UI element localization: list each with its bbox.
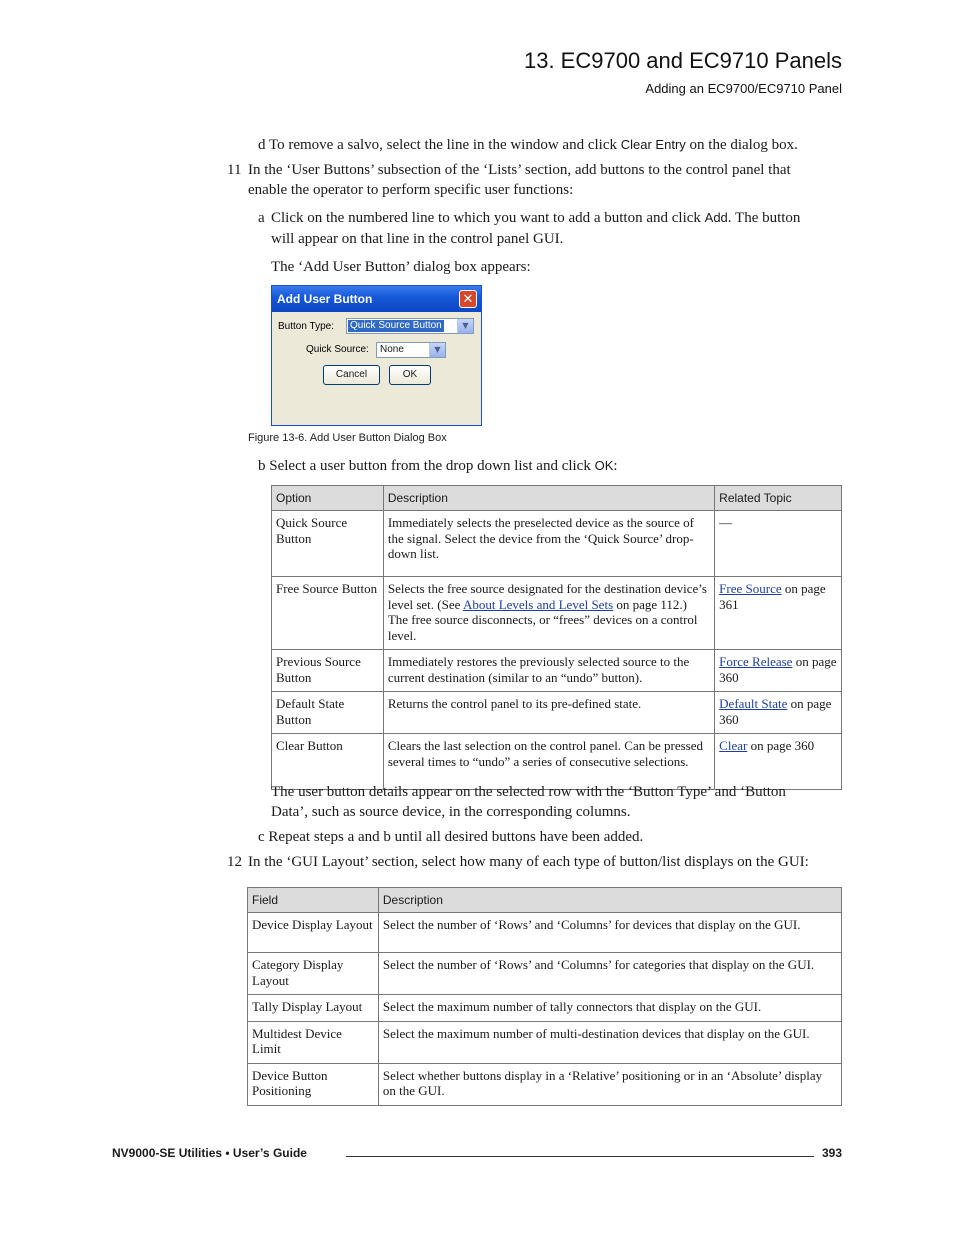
field-cell: Tally Display Layout [248, 995, 379, 1022]
section-title: Adding an EC9700/EC9710 Panel [645, 81, 842, 96]
button-type-select[interactable] [346, 318, 474, 334]
column-header: Field [248, 888, 379, 913]
option-cell: Previous Source Button [272, 650, 384, 692]
description-cell: Immediately selects the preselected device as the source of the signal. Select the device from the ‘Quick Source’ drop-down list. [383, 511, 714, 577]
related-topic-cell: Force Release on page 360 [715, 650, 842, 692]
figure-caption: Figure 13-6. Add User Button Dialog Box [248, 432, 447, 444]
ok-button[interactable]: OK [389, 365, 431, 385]
step-a-marker: a [258, 210, 265, 226]
add-user-button-dialog [271, 285, 482, 426]
dialog-title: Add User Button [277, 292, 373, 306]
column-header: Description [383, 486, 714, 511]
option-cell: Free Source Button [272, 577, 384, 650]
step-12-text: In the ‘GUI Layout’ section, select how many of each type of button/list displays on the GUI: [248, 854, 809, 870]
description-cell: Select the maximum number of tally connectors that display on the GUI. [378, 995, 841, 1022]
step-11-line1: In the ‘User Buttons’ subsection of the ‘Lists’ section, add buttons to the control panel that [248, 162, 791, 178]
field-cell: Device Display Layout [248, 913, 379, 953]
step-11-marker: 11 [227, 162, 242, 178]
page-number: 393 [821, 1146, 842, 1160]
table-header-row [272, 486, 842, 511]
step-11-line2: enable the operator to perform specific user functions: [248, 182, 574, 198]
cancel-button[interactable]: Cancel [323, 365, 380, 385]
option-cell: Quick Source Button [272, 511, 384, 577]
description-cell: Immediately restores the previously selected source to the current destination (similar to an “undo” button). [383, 650, 714, 692]
close-icon[interactable]: ✕ [459, 290, 477, 308]
option-cell: Default State Button [272, 692, 384, 734]
quick-source-value: None [380, 344, 404, 355]
dialog-title-bar [272, 286, 481, 312]
option-cell: Clear Button [272, 734, 384, 790]
description-cell: Select the number of ‘Rows’ and ‘Columns’ for devices that display on the GUI. [378, 913, 841, 953]
dialog-appears-text: The ‘Add User Button’ dialog box appears: [271, 259, 531, 275]
step-c: c Repeat steps a and b until all desired buttons have been added. [258, 829, 644, 845]
footer-title: NV9000-SE Utilities • User’s Guide [112, 1146, 307, 1160]
default-state-link[interactable]: Default State [719, 696, 788, 711]
table-row [248, 995, 842, 1022]
table-row [248, 953, 842, 995]
after-table-line2: Data’, such as source device, in the corresponding columns. [271, 804, 631, 820]
description-cell: Selects the free source designated for the destination device’s level set. (See About Levels and Level Sets on page 112.) The free source disconnects, or “frees” devices on a control level. [383, 577, 714, 650]
column-header: Description [378, 888, 841, 913]
ui-term-ok: OK [594, 458, 614, 473]
table-header-row [248, 888, 842, 913]
about-levels-link[interactable]: About Levels and Level Sets [462, 596, 614, 612]
chevron-down-icon[interactable]: ▼ [457, 319, 473, 333]
button-type-value: Quick Source Button [350, 320, 442, 331]
field-cell: Device Button Positioning [248, 1063, 379, 1105]
related-topic-cell: — [715, 511, 842, 577]
description-cell: Clears the last selection on the control panel. Can be pressed several times to “undo” a series of consecutive selections. [383, 734, 714, 790]
after-table-line1: The user button details appear on the selected row with the ‘Button Type’ and ‘Button [271, 784, 786, 800]
step-a-line1: Click on the numbered line to which you want to add a button and click Add. The button [271, 210, 801, 226]
table-row [272, 692, 842, 734]
related-topic-cell: Clear on page 360 [715, 734, 842, 790]
ui-term-clear-entry: Clear Entry [620, 137, 686, 152]
step-a-line2: will appear on that line in the control panel GUI. [271, 231, 564, 247]
quick-source-label: Quick Source: [306, 344, 369, 355]
column-header: Related Topic [715, 486, 842, 511]
table-row [272, 577, 842, 650]
column-header: Option [272, 486, 384, 511]
table-row [248, 1021, 842, 1063]
related-topic-cell: Default State on page 360 [715, 692, 842, 734]
free-source-link[interactable]: Free Source [719, 581, 782, 596]
ui-term-add: Add [704, 210, 728, 225]
description-cell: Select whether buttons display in a ‘Relative’ positioning or in an ‘Absolute’ display on the GUI. [378, 1063, 841, 1105]
related-topic-cell: Free Source on page 361 [715, 577, 842, 650]
table-row [248, 1063, 842, 1105]
table-row [272, 511, 842, 577]
step-12-marker: 12 [227, 854, 242, 870]
footer-divider [346, 1156, 814, 1157]
field-cell: Category Display Layout [248, 953, 379, 995]
description-cell: Select the number of ‘Rows’ and ‘Columns’ for categories that display on the GUI. [378, 953, 841, 995]
description-cell: Returns the control panel to its pre-defined state. [383, 692, 714, 734]
button-type-label: Button Type: [278, 321, 334, 332]
chevron-down-icon[interactable]: ▼ [429, 343, 445, 357]
quick-source-select[interactable] [376, 342, 446, 358]
description-cell: Select the maximum number of multi-destination devices that display on the GUI. [378, 1021, 841, 1063]
force-release-link[interactable]: Force Release [719, 654, 793, 669]
field-cell: Multidest Device Limit [248, 1021, 379, 1063]
gui-layout-table [247, 887, 842, 1106]
clear-link[interactable]: Clear [719, 738, 748, 753]
user-button-options-table [271, 485, 842, 790]
step-b: b Select a user button from the drop down list and click OK: [258, 458, 618, 474]
chapter-title: 13. EC9700 and EC9710 Panels [523, 48, 842, 73]
table-row [248, 913, 842, 953]
step-d: d To remove a salvo, select the line in the window and click Clear Entry on the dialog box. [258, 137, 798, 153]
table-row [272, 650, 842, 692]
